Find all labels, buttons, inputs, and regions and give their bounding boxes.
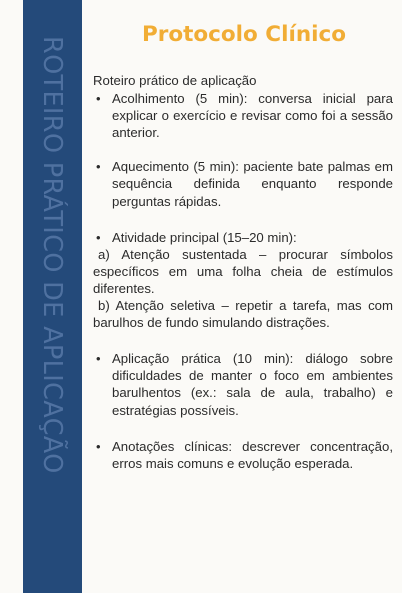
protocol-list-continued <box>93 350 393 472</box>
list-item-aquecimento: • Aquecimento (5 min): paciente bate palmas em sequência definida enquanto responde perguntas rápidas. <box>93 158 393 209</box>
list-item-aplicacao-pratica: • Aplicação prática (10 min): diálogo sobre dificuldades de manter o foco em ambientes barulhentos (ex.: sala de aula, trabalho) e estratégias possíveis. <box>93 350 393 418</box>
subitem-atencao-sustentada: a) Atenção sustentada – procurar símbolos específicos em uma folha cheia de estímulos diferentes. <box>93 246 393 296</box>
intro-text: Roteiro prático de aplicação <box>93 73 257 88</box>
sidebar-vertical-title: ROTEIRO PRÁTICO DE APLICAÇÃO <box>37 36 67 474</box>
protocol-content <box>93 72 393 472</box>
list-item-atividade-principal: • Atividade principal (15–20 min): <box>93 229 393 246</box>
subitem-atencao-seletiva: b) Atenção seletiva – repetir a tarefa, mas com barulhos de fundo simulando distrações. <box>93 298 393 331</box>
protocol-list <box>93 90 393 246</box>
list-item-acolhimento: • Acolhimento (5 min): conversa inicial para explicar o exercício e revisar como foi a sessão anterior. <box>93 90 393 141</box>
list-item-anotacoes-clinicas: • Anotações clínicas: descrever concentração, erros mais comuns e evolução esperada. <box>93 438 393 472</box>
page-title: Protocolo Clínico <box>141 22 347 47</box>
